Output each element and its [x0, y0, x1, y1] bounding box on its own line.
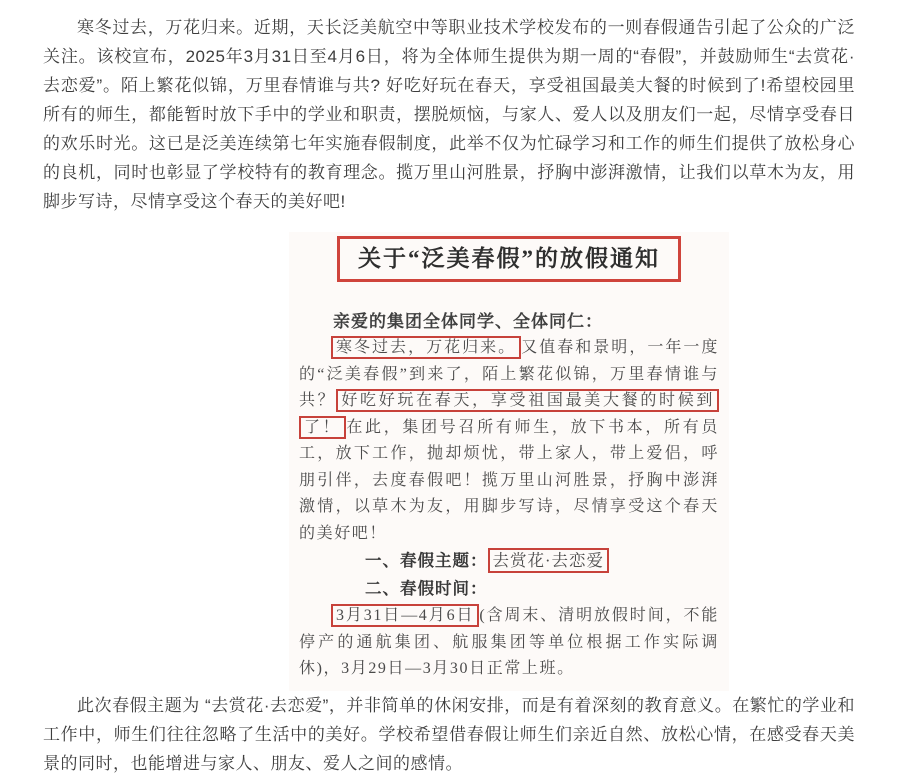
notice-text-run-2: 在此，集团号召所有师生，放下书本，所有员工，放下工作，抛却烦忧，带上家人，带上爱侣，呼朋引伴，去度春假吧！揽万里山河胜景，抒胸中澎湃激情，以草木为友，用脚步写诗，尽情享受这个春天的美好吧！ [299, 418, 719, 542]
notice-salutation: 亲爱的集团全体同学、全体同仁： [333, 312, 603, 331]
notice-item-theme [299, 547, 719, 575]
spring-break-notice-image [289, 232, 729, 691]
highlight-eat-play-spring: 好吃好玩在春天，享受祖国最美大餐的时候到了！ [299, 389, 719, 439]
highlight-winter-gone: 寒冬过去，万花归来。 [331, 336, 521, 359]
time-detail-text: (含周末、清明放假时间，不能停产的通航集团、航服集团等单位根据工作实际调休)，3月29日—3月30日正常上班。 [299, 607, 719, 677]
highlight-date-range: 3月31日—4月6日 [331, 604, 479, 627]
notice-time-paragraph [299, 603, 719, 683]
time-label: 二、春假时间： [365, 580, 488, 598]
intro-paragraph: 寒冬过去，万花归来。近期，天长泛美航空中等职业技术学校发布的一则春假通告引起了公众的广泛关注。该校宣布，2025年3月31日至4月6日，将为全体师生提供为期一周的“春假”，并鼓励师生“去赏花·去恋爱”。陌上繁花似锦，万里春情谁与共? 好吃好玩在春天，享受祖国最美大餐的时候到了!希望校园里所有的师生，都能暂时放下手中的学业和职责，摆脱烦恼，与家人、爱人以及朋友们一起，尽情享受春日的欢乐时光。这已是泛美连续第七年实施春假制度，此举不仅为忙碌学习和工作的师生们提供了放松身心的良机，同时也彰显了学校特有的教育理念。揽万里山河胜景，抒胸中澎湃激情，让我们以草木为友，用脚步写诗，尽情享受这个春天的美好吧! [43, 18, 855, 211]
notice-text-run-1: 又值春和景明，一年一度的“泛美春假”到来了，陌上繁花似锦，万里春情谁与共？ [299, 339, 719, 409]
theme-label: 一、春假主题： [365, 552, 488, 570]
notice-title: 关于“泛美春假”的放假通知 [337, 236, 681, 282]
highlight-theme-value: 去赏花·去恋爱 [488, 548, 610, 573]
notice-item-time [299, 575, 719, 603]
notice-paragraph [299, 335, 719, 547]
closing-paragraph: 此次春假主题为 “去赏花·去恋爱”，并非简单的休闲安排，而是有着深刻的教育意义。在繁忙的学业和工作中，师生们往往忽略了生活中的美好。学校希望借春假让师生们亲近自然、放松心情，在感受春天美景的同时，也能增进与家人、朋友、爱人之间的感情。 [43, 695, 855, 773]
